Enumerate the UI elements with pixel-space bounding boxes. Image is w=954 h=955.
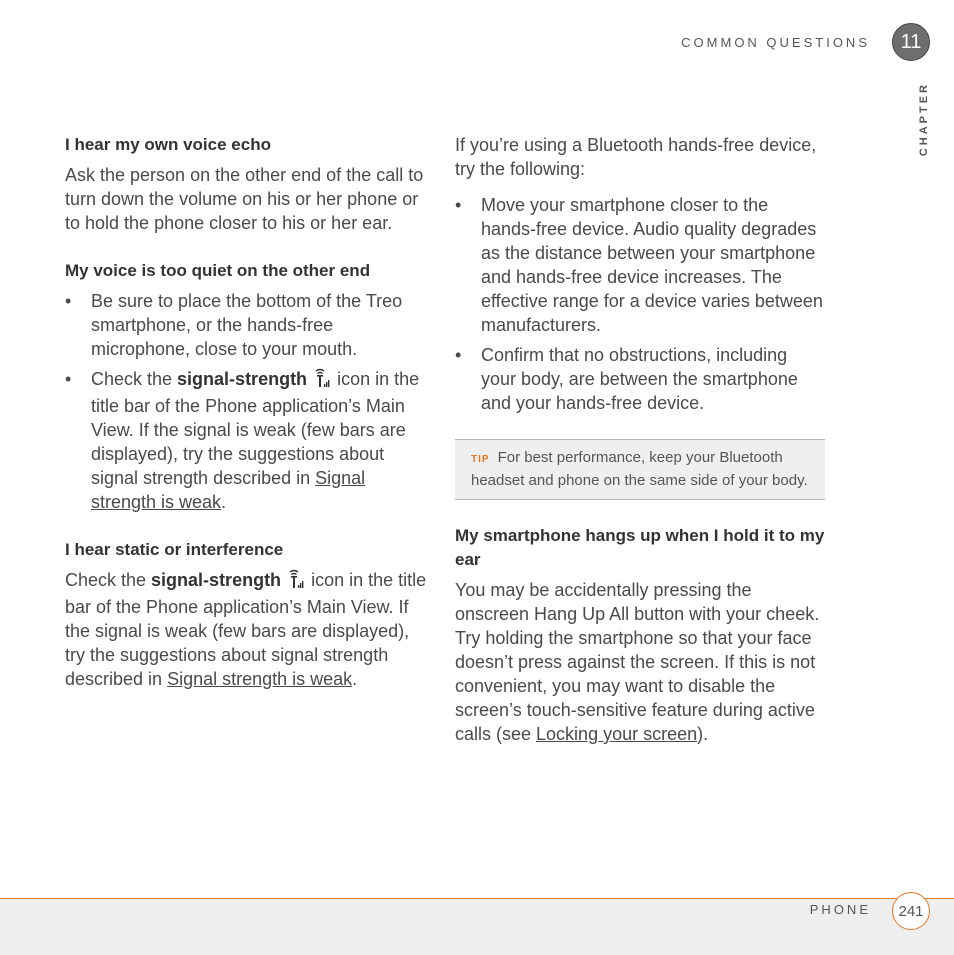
link-signal-strength-weak[interactable]: Signal strength is weak xyxy=(91,468,366,512)
list-item xyxy=(65,289,433,361)
bullet-icon: • xyxy=(455,195,462,215)
text-fragment: icon in the title bar of the Phone application’s Main View. If the signal is weak (few bars are displayed), try the suggestions about signal strength described in xyxy=(91,369,420,488)
text-fragment: icon in the title bar of the Phone application’s Main View. If the signal is weak (few bars are displayed), try the suggestions about signal strength described in xyxy=(65,570,427,689)
text-fragment: Check the xyxy=(91,369,178,389)
chapter-label: CHAPTER xyxy=(918,82,930,157)
list-item xyxy=(455,193,825,337)
chapter-number-badge: 11 xyxy=(892,23,930,61)
bullet-icon: • xyxy=(65,369,72,389)
link-locking-your-screen[interactable]: Locking your screen xyxy=(536,724,698,744)
paragraph-bluetooth-intro: If you’re using a Bluetooth hands-free device, try the following: xyxy=(455,135,817,179)
list-item-text: Confirm that no obstructions, including your body, are between the smartphone and your hands-free device. xyxy=(481,345,798,413)
signal-strength-icon xyxy=(288,569,304,595)
footer-section-title: PHONE xyxy=(809,902,871,917)
heading-voice-echo: I hear my own voice echo xyxy=(65,135,271,154)
list-item-text: Move your smartphone closer to the hands-free device. Audio quality degrades as the distance between your smartphone and hands-free device increases. The effective range for a device varies between manufacturers. xyxy=(481,195,823,335)
list-item xyxy=(455,343,825,415)
list-item-text: Be sure to place the bottom of the Treo smartphone, or the hands-free microphone, close to your mouth. xyxy=(91,291,403,359)
heading-voice-quiet: My voice is too quiet on the other end xyxy=(65,261,371,280)
text-fragment: Check the xyxy=(65,570,152,590)
list-bluetooth xyxy=(455,193,825,415)
bullet-icon: • xyxy=(455,345,462,365)
heading-static-interference: I hear static or interference xyxy=(65,540,284,559)
left-column xyxy=(65,133,433,715)
running-header: COMMON QUESTIONS xyxy=(681,35,870,50)
page-number-badge: 241 xyxy=(892,892,930,930)
signal-strength-icon xyxy=(314,368,330,394)
tip-box xyxy=(455,439,825,500)
text-fragment: . xyxy=(221,492,227,512)
heading-hangs-up: My smartphone hangs up when I hold it to my ear xyxy=(455,526,825,569)
text-fragment: ). xyxy=(697,724,709,744)
bold-term: signal-strength xyxy=(177,369,308,389)
paragraph-voice-echo: Ask the person on the other end of the call to turn down the volume on his or her phone or to hold the phone closer to his or her ear. xyxy=(65,165,424,233)
list-voice-quiet xyxy=(65,289,433,514)
link-signal-strength-weak[interactable]: Signal strength is weak xyxy=(167,669,353,689)
text-fragment: . xyxy=(352,669,358,689)
text-fragment: You may be accidentally pressing the onscreen Hang Up All button with your cheek. Try holding the smartphone so that your face doesn’t press against the screen. If this is not convenient, you may want to disable the screen’s touch-sensitive feature during active calls (see xyxy=(455,580,820,744)
right-column xyxy=(455,133,825,770)
tip-label: TIP xyxy=(471,454,490,465)
paragraph-hangs-up xyxy=(455,578,825,746)
tip-text: For best performance, keep your Bluetooth headset and phone on the same side of your body. xyxy=(471,449,808,489)
bold-term: signal-strength xyxy=(151,570,282,590)
list-item xyxy=(65,367,433,514)
paragraph-static-interference xyxy=(65,568,433,691)
bullet-icon: • xyxy=(65,291,72,311)
